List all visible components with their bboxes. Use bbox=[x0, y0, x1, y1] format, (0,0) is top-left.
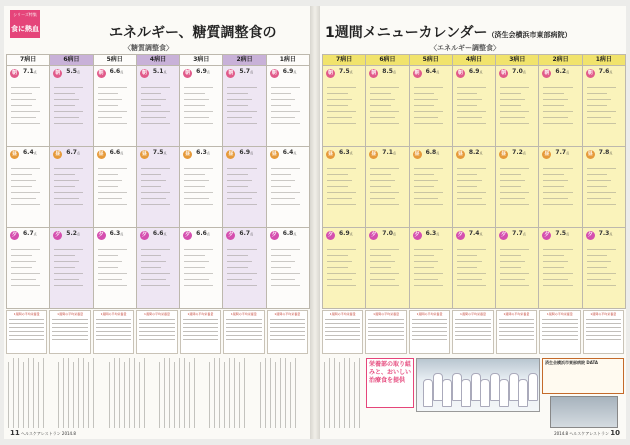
menu-text bbox=[54, 244, 88, 304]
meal-score: 6.6点 bbox=[109, 149, 124, 156]
meal-mark: 昼 bbox=[228, 151, 234, 157]
menu-cell-dinner bbox=[7, 228, 49, 308]
meal-score: 7.0点 bbox=[382, 230, 396, 237]
staff-figure bbox=[480, 379, 490, 407]
menu-cell-dinner bbox=[180, 228, 222, 308]
meal-mark: 夕 bbox=[587, 232, 593, 238]
menu-text bbox=[141, 163, 175, 223]
meal-score: 5.7点 bbox=[239, 68, 254, 75]
nutrition-box-title: 1週間の平均栄養量 bbox=[590, 312, 617, 316]
page-number-right: 10 bbox=[610, 429, 620, 437]
meal-score: 6.9点 bbox=[339, 230, 353, 237]
nutrition-box-title: 1週間の平均栄養量 bbox=[416, 312, 443, 316]
section-label-left: 〈糖質調整食〉 bbox=[124, 44, 173, 52]
menu-text bbox=[54, 163, 88, 223]
menu-text bbox=[414, 244, 448, 304]
meal-mark: 朝 bbox=[228, 70, 234, 76]
meal-score: 6.7点 bbox=[66, 149, 80, 156]
menu-text bbox=[11, 244, 45, 304]
meal-score: 7.8点 bbox=[598, 149, 613, 156]
meal-mark: 朝 bbox=[55, 70, 61, 76]
page-title-left: エネルギー、糖質調整食の bbox=[109, 25, 277, 41]
article-column bbox=[159, 358, 205, 428]
nutrition-box-title: 1週間の平均栄養量 bbox=[503, 312, 530, 316]
menu-cell-lunch bbox=[583, 147, 625, 227]
weekly-totals-left bbox=[6, 310, 308, 354]
menu-cell-breakfast bbox=[453, 66, 495, 146]
menu-cell-breakfast bbox=[410, 66, 452, 146]
day-header: 7病日 bbox=[323, 55, 365, 65]
meal-score: 6.3点 bbox=[339, 149, 353, 156]
meal-mark: 昼 bbox=[141, 151, 147, 157]
meal-mark: 昼 bbox=[544, 151, 550, 157]
menu-text bbox=[327, 244, 361, 304]
menu-cell-dinner bbox=[496, 228, 538, 308]
menu-text bbox=[500, 163, 534, 223]
menu-text bbox=[227, 244, 261, 304]
left-page bbox=[4, 6, 310, 439]
article-column bbox=[58, 358, 104, 428]
menu-cell-dinner bbox=[453, 228, 495, 308]
menu-cell-lunch bbox=[267, 147, 309, 227]
menu-text bbox=[271, 163, 305, 223]
menu-cell-breakfast bbox=[267, 66, 309, 146]
meal-mark: 朝 bbox=[587, 70, 593, 76]
meal-score: 7.5点 bbox=[555, 230, 570, 237]
article-left bbox=[8, 358, 306, 428]
meal-mark: 朝 bbox=[501, 70, 507, 76]
menu-cell-breakfast bbox=[94, 66, 136, 146]
menu-text bbox=[500, 244, 534, 304]
meal-score: 6.8点 bbox=[282, 230, 297, 237]
article-column bbox=[209, 358, 255, 428]
menu-text bbox=[271, 244, 305, 304]
right-page bbox=[320, 6, 626, 439]
meal-score: 7.3点 bbox=[598, 230, 613, 237]
day-header: 5病日 bbox=[410, 55, 452, 65]
meal-mark: 昼 bbox=[371, 151, 377, 157]
meal-mark: 夕 bbox=[327, 232, 333, 238]
menu-cell-lunch bbox=[410, 147, 452, 227]
meal-mark: 昼 bbox=[327, 151, 333, 157]
meal-score: 7.0点 bbox=[512, 68, 526, 75]
menu-text bbox=[11, 163, 45, 223]
staff-figure bbox=[471, 373, 481, 401]
info-callout bbox=[366, 358, 414, 408]
meal-score: 6.3点 bbox=[196, 149, 210, 156]
meal-mark: 朝 bbox=[457, 70, 463, 76]
menu-text bbox=[543, 163, 577, 223]
meal-score: 6.8点 bbox=[425, 149, 440, 156]
staff-figure bbox=[518, 379, 528, 407]
menu-text bbox=[587, 163, 621, 223]
info-callout-title: 栄養部の取り組みと、おいしい治療食を提供 bbox=[369, 361, 412, 384]
meal-mark: 昼 bbox=[501, 151, 507, 157]
day-header: 2病日 bbox=[539, 55, 581, 65]
meal-mark: 朝 bbox=[414, 70, 420, 76]
article-right bbox=[324, 358, 364, 428]
daily-nutrition-box bbox=[452, 310, 493, 354]
nutrition-box-title: 1週間の平均栄養量 bbox=[274, 312, 301, 316]
staff-figure bbox=[461, 379, 471, 407]
menu-cell-dinner bbox=[366, 228, 408, 308]
menu-cell-dinner bbox=[267, 228, 309, 308]
menu-text bbox=[370, 163, 404, 223]
meal-score: 6.9点 bbox=[196, 68, 210, 75]
article-column bbox=[8, 358, 54, 428]
meal-score: 7.1点 bbox=[382, 149, 396, 156]
menu-cell-lunch bbox=[137, 147, 179, 227]
meal-score: 6.6点 bbox=[196, 230, 210, 237]
day-header: 5病日 bbox=[94, 55, 136, 65]
magazine-year-right: 2014.8 bbox=[554, 431, 569, 436]
meal-score: 5.2点 bbox=[66, 230, 80, 237]
daily-nutrition-box bbox=[136, 310, 177, 354]
magazine-name-right: ヘルスケアレストラン bbox=[569, 431, 609, 436]
nutrition-box-title: 1週間の平均栄養量 bbox=[100, 312, 127, 316]
staff-figure bbox=[423, 379, 433, 407]
meal-mark: 夕 bbox=[228, 232, 234, 238]
menu-text bbox=[457, 244, 491, 304]
nutrition-box-title: 1週間の平均栄養量 bbox=[230, 312, 257, 316]
menu-cell-breakfast bbox=[539, 66, 581, 146]
nutrition-box-title: 1週間の平均栄養量 bbox=[144, 312, 170, 316]
daily-nutrition-box bbox=[6, 310, 47, 354]
nutrition-box-title: 1週間の平均栄養量 bbox=[57, 312, 84, 316]
menu-text bbox=[457, 82, 491, 142]
menu-text bbox=[141, 82, 175, 142]
menu-cell-lunch bbox=[323, 147, 365, 227]
menu-text bbox=[587, 244, 621, 304]
menu-cell-breakfast bbox=[180, 66, 222, 146]
day-header: 3病日 bbox=[180, 55, 222, 65]
meal-mark: 夕 bbox=[11, 232, 17, 238]
day-header: 4病日 bbox=[453, 55, 495, 65]
footer-left bbox=[10, 429, 76, 437]
page-number-left: 11 bbox=[10, 429, 20, 437]
page-title-right: 1週間メニューカレンダー（済生会横浜市東部病院） bbox=[325, 25, 572, 41]
meal-score: 6.4点 bbox=[425, 68, 440, 75]
meal-score: 6.9点 bbox=[468, 68, 483, 75]
meal-mark: 夕 bbox=[371, 232, 377, 238]
menu-cell-breakfast bbox=[496, 66, 538, 146]
meal-mark: 朝 bbox=[327, 70, 333, 76]
staff-figure bbox=[433, 373, 443, 401]
daily-nutrition-box bbox=[409, 310, 450, 354]
meal-mark: 夕 bbox=[55, 232, 61, 238]
menu-text bbox=[227, 163, 261, 223]
meal-mark: 夕 bbox=[98, 232, 104, 238]
meal-mark: 夕 bbox=[544, 232, 550, 238]
staff-figure bbox=[452, 373, 462, 401]
menu-text bbox=[587, 82, 621, 142]
menu-cell-breakfast bbox=[583, 66, 625, 146]
nutrition-box-title: 1週間の平均栄養量 bbox=[187, 312, 214, 316]
menu-cell-dinner bbox=[583, 228, 625, 308]
menu-text bbox=[543, 244, 577, 304]
menu-text bbox=[11, 82, 45, 142]
article-column bbox=[324, 358, 364, 428]
meal-score: 7.1点 bbox=[23, 68, 37, 75]
menu-text bbox=[500, 82, 534, 142]
menu-cell-dinner bbox=[137, 228, 179, 308]
meal-score: 7.7点 bbox=[512, 230, 526, 237]
nutrition-box-title: 1週間の平均栄養量 bbox=[329, 312, 356, 316]
daily-nutrition-box bbox=[322, 310, 363, 354]
meal-mark: 朝 bbox=[271, 70, 277, 76]
meal-score: 7.7点 bbox=[555, 149, 570, 156]
hospital-building-photo bbox=[550, 396, 618, 428]
meal-score: 6.6点 bbox=[109, 68, 124, 75]
menu-text bbox=[98, 244, 132, 304]
series-badge-label: 食に熱血 bbox=[11, 25, 39, 33]
menu-cell-breakfast bbox=[50, 66, 92, 146]
meal-mark: 朝 bbox=[371, 70, 377, 76]
menu-text bbox=[271, 82, 305, 142]
series-badge-small: シリーズ特集 bbox=[13, 12, 37, 17]
menu-calendar-left bbox=[6, 54, 310, 309]
menu-text bbox=[414, 163, 448, 223]
menu-cell-lunch bbox=[180, 147, 222, 227]
daily-nutrition-box bbox=[93, 310, 134, 354]
meal-mark: 朝 bbox=[544, 70, 550, 76]
menu-cell-lunch bbox=[223, 147, 265, 227]
article-column bbox=[109, 358, 155, 428]
daily-nutrition-box bbox=[496, 310, 537, 354]
menu-text bbox=[327, 163, 361, 223]
meal-mark: 朝 bbox=[98, 70, 104, 76]
menu-cell-dinner bbox=[410, 228, 452, 308]
section-label-right: 〈エネルギー調整食〉 bbox=[430, 44, 500, 52]
meal-score: 6.2点 bbox=[555, 68, 570, 75]
meal-mark: 朝 bbox=[11, 70, 17, 76]
staff-figure bbox=[499, 379, 509, 407]
nutrition-box-title: 1週間の平均栄養量 bbox=[373, 312, 400, 316]
meal-mark: 昼 bbox=[55, 151, 61, 157]
meal-mark: 昼 bbox=[98, 151, 104, 157]
menu-cell-lunch bbox=[539, 147, 581, 227]
menu-text bbox=[370, 82, 404, 142]
meal-score: 7.5点 bbox=[339, 68, 353, 75]
meal-mark: 夕 bbox=[501, 232, 507, 238]
meal-score: 5.1点 bbox=[152, 68, 167, 75]
meal-score: 6.6点 bbox=[152, 230, 167, 237]
menu-text bbox=[98, 163, 132, 223]
meal-mark: 昼 bbox=[457, 151, 463, 157]
menu-cell-lunch bbox=[94, 147, 136, 227]
day-header: 1病日 bbox=[267, 55, 309, 65]
menu-cell-lunch bbox=[496, 147, 538, 227]
menu-text bbox=[327, 82, 361, 142]
meal-score: 6.7点 bbox=[23, 230, 37, 237]
meal-mark: 昼 bbox=[587, 151, 593, 157]
daily-nutrition-box bbox=[365, 310, 406, 354]
menu-text bbox=[184, 244, 218, 304]
menu-cell-breakfast bbox=[137, 66, 179, 146]
meal-mark: 夕 bbox=[185, 232, 191, 238]
article-column bbox=[260, 358, 306, 428]
menu-cell-breakfast bbox=[323, 66, 365, 146]
staff-figure bbox=[528, 373, 538, 401]
series-badge bbox=[10, 10, 40, 38]
menu-text bbox=[543, 82, 577, 142]
meal-score: 5.5点 bbox=[66, 68, 80, 75]
meal-mark: 昼 bbox=[271, 151, 277, 157]
menu-text bbox=[227, 82, 261, 142]
menu-text bbox=[184, 82, 218, 142]
meal-score: 6.3点 bbox=[425, 230, 440, 237]
menu-cell-lunch bbox=[50, 147, 92, 227]
meal-score: 6.3点 bbox=[109, 230, 124, 237]
menu-text bbox=[141, 244, 175, 304]
magazine-name-left: ヘルスケアレストラン bbox=[21, 431, 61, 436]
menu-text bbox=[184, 163, 218, 223]
menu-cell-lunch bbox=[453, 147, 495, 227]
menu-text bbox=[457, 163, 491, 223]
day-header: 7病日 bbox=[7, 55, 49, 65]
staff-figure bbox=[490, 373, 500, 401]
weekly-totals-right bbox=[322, 310, 624, 354]
daily-nutrition-box bbox=[223, 310, 264, 354]
meal-score: 7.4点 bbox=[468, 230, 483, 237]
meal-mark: 朝 bbox=[185, 70, 191, 76]
meal-score: 7.2点 bbox=[512, 149, 526, 156]
day-header: 2病日 bbox=[223, 55, 265, 65]
meal-score: 6.4点 bbox=[282, 149, 297, 156]
hospital-data-box bbox=[542, 358, 624, 394]
menu-cell-dinner bbox=[94, 228, 136, 308]
day-header: 4病日 bbox=[137, 55, 179, 65]
hospital-data-title: 済生会横浜市東部病院 DATA bbox=[545, 360, 599, 365]
meal-mark: 夕 bbox=[414, 232, 420, 238]
meal-mark: 夕 bbox=[141, 232, 147, 238]
day-header: 1病日 bbox=[583, 55, 625, 65]
menu-calendar-right bbox=[322, 54, 626, 309]
staff-figure bbox=[509, 373, 519, 401]
footer-right bbox=[554, 429, 620, 437]
menu-cell-lunch bbox=[366, 147, 408, 227]
menu-text bbox=[54, 82, 88, 142]
meal-score: 7.5点 bbox=[152, 149, 167, 156]
nutrition-box-title: 1週間の平均栄養量 bbox=[460, 312, 486, 316]
menu-text bbox=[98, 82, 132, 142]
day-header: 6病日 bbox=[50, 55, 92, 65]
daily-nutrition-box bbox=[583, 310, 624, 354]
meal-mark: 昼 bbox=[185, 151, 191, 157]
meal-mark: 昼 bbox=[11, 151, 17, 157]
staff-photo bbox=[416, 358, 540, 412]
nutrition-box-title: 1週間の平均栄養量 bbox=[13, 312, 40, 316]
meal-mark: 夕 bbox=[271, 232, 277, 238]
meal-score: 6.4点 bbox=[23, 149, 37, 156]
menu-text bbox=[370, 244, 404, 304]
menu-text bbox=[414, 82, 448, 142]
day-header: 3病日 bbox=[496, 55, 538, 65]
nutrition-box-title: 1週間の平均栄養量 bbox=[546, 312, 573, 316]
meal-score: 6.9点 bbox=[282, 68, 297, 75]
daily-nutrition-box bbox=[267, 310, 308, 354]
meal-score: 8.2点 bbox=[468, 149, 483, 156]
staff-figure bbox=[442, 379, 452, 407]
menu-cell-dinner bbox=[223, 228, 265, 308]
menu-cell-breakfast bbox=[7, 66, 49, 146]
day-header: 6病日 bbox=[366, 55, 408, 65]
magazine-year-left: 2014.8 bbox=[61, 431, 76, 436]
meal-mark: 夕 bbox=[457, 232, 463, 238]
menu-cell-dinner bbox=[323, 228, 365, 308]
meal-score: 6.7点 bbox=[239, 230, 254, 237]
daily-nutrition-box bbox=[180, 310, 221, 354]
menu-cell-lunch bbox=[7, 147, 49, 227]
meal-mark: 昼 bbox=[414, 151, 420, 157]
page-gutter bbox=[310, 6, 320, 439]
daily-nutrition-box bbox=[49, 310, 90, 354]
menu-cell-dinner bbox=[50, 228, 92, 308]
meal-score: 6.9点 bbox=[239, 149, 254, 156]
meal-mark: 朝 bbox=[141, 70, 147, 76]
meal-score: 7.6点 bbox=[598, 68, 613, 75]
menu-cell-breakfast bbox=[366, 66, 408, 146]
meal-score: 8.5点 bbox=[382, 68, 396, 75]
menu-cell-breakfast bbox=[223, 66, 265, 146]
menu-cell-dinner bbox=[539, 228, 581, 308]
daily-nutrition-box bbox=[539, 310, 580, 354]
